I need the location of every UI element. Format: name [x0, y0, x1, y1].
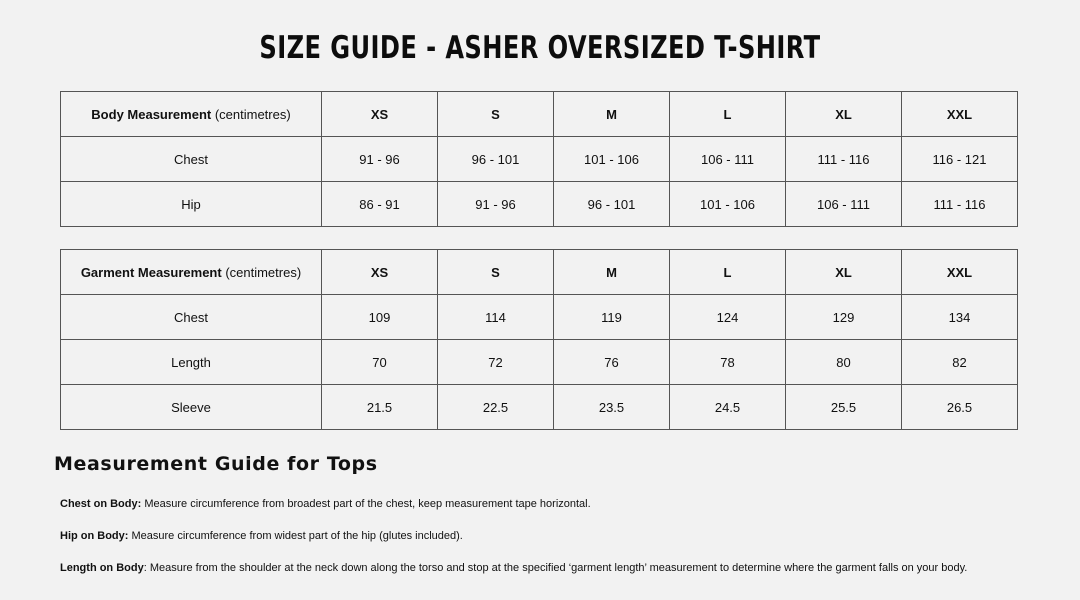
page-title: SIZE GUIDE - ASHER OVERSIZED T-SHIRT — [259, 30, 821, 66]
size-header-cell: M — [554, 92, 670, 137]
row-label-cell: Length — [61, 340, 322, 385]
value-cell: 72 — [438, 340, 554, 385]
value-cell: 124 — [670, 295, 786, 340]
table-header-row — [61, 92, 1018, 137]
value-cell: 114 — [438, 295, 554, 340]
value-cell: 70 — [322, 340, 438, 385]
size-header-cell: XS — [322, 92, 438, 137]
size-header-cell: XL — [786, 250, 902, 295]
size-header-cell: L — [670, 92, 786, 137]
header-unit: (centimetres) — [221, 264, 302, 280]
table-header-row — [61, 250, 1018, 295]
header-label-cell — [61, 250, 322, 295]
value-cell: 86 - 91 — [322, 182, 438, 227]
value-cell: 91 - 96 — [438, 182, 554, 227]
value-cell: 111 - 116 — [786, 137, 902, 182]
table-row — [61, 182, 1018, 227]
value-cell: 22.5 — [438, 385, 554, 430]
row-label-cell: Hip — [61, 182, 322, 227]
value-cell: 80 — [786, 340, 902, 385]
size-header-cell: XXL — [902, 92, 1018, 137]
guide-term: Hip on Body: — [60, 530, 129, 542]
table-row — [61, 137, 1018, 182]
value-cell: 78 — [670, 340, 786, 385]
size-header-cell: L — [670, 250, 786, 295]
guide-item-hip — [60, 530, 463, 542]
guide-item-length — [60, 562, 967, 574]
value-cell: 25.5 — [786, 385, 902, 430]
value-cell: 96 - 101 — [554, 182, 670, 227]
header-label-cell — [61, 92, 322, 137]
garment-measurement-table — [60, 249, 1018, 430]
row-label-cell: Chest — [61, 295, 322, 340]
value-cell: 101 - 106 — [670, 182, 786, 227]
header-label: Garment Measurement — [80, 264, 222, 280]
size-header-cell: XXL — [902, 250, 1018, 295]
size-header-cell: XS — [322, 250, 438, 295]
table-row — [61, 340, 1018, 385]
guide-term: Length on Body — [60, 562, 144, 574]
value-cell: 129 — [786, 295, 902, 340]
value-cell: 119 — [554, 295, 670, 340]
table-row — [61, 385, 1018, 430]
guide-term: Chest on Body: — [60, 498, 142, 510]
size-header-cell: M — [554, 250, 670, 295]
guide-text: : Measure from the shoulder at the neck down along the torso and stop at the specified ‘garment length’ measurement to determine where the garment falls on your body. — [143, 562, 968, 574]
value-cell: 91 - 96 — [322, 137, 438, 182]
value-cell: 21.5 — [322, 385, 438, 430]
size-header-cell: S — [438, 92, 554, 137]
value-cell: 23.5 — [554, 385, 670, 430]
measurement-guide-heading: Measurement Guide for Tops — [54, 453, 378, 475]
value-cell: 24.5 — [670, 385, 786, 430]
row-label-cell: Sleeve — [61, 385, 322, 430]
guide-text: Measure circumference from broadest part of the chest, keep measurement tape horizontal. — [141, 498, 591, 510]
value-cell: 109 — [322, 295, 438, 340]
value-cell: 101 - 106 — [554, 137, 670, 182]
body-measurement-table — [60, 91, 1018, 227]
row-label-cell: Chest — [61, 137, 322, 182]
guide-text: Measure circumference from widest part of the hip (glutes included). — [128, 530, 463, 542]
table-row — [61, 295, 1018, 340]
value-cell: 111 - 116 — [902, 182, 1018, 227]
size-header-cell: S — [438, 250, 554, 295]
value-cell: 106 - 111 — [670, 137, 786, 182]
value-cell: 106 - 111 — [786, 182, 902, 227]
header-label: Body Measurement — [91, 106, 212, 122]
value-cell: 116 - 121 — [902, 137, 1018, 182]
value-cell: 96 - 101 — [438, 137, 554, 182]
value-cell: 26.5 — [902, 385, 1018, 430]
value-cell: 134 — [902, 295, 1018, 340]
size-header-cell: XL — [786, 92, 902, 137]
value-cell: 76 — [554, 340, 670, 385]
header-unit: (centimetres) — [211, 106, 291, 122]
guide-item-chest — [60, 498, 591, 510]
value-cell: 82 — [902, 340, 1018, 385]
